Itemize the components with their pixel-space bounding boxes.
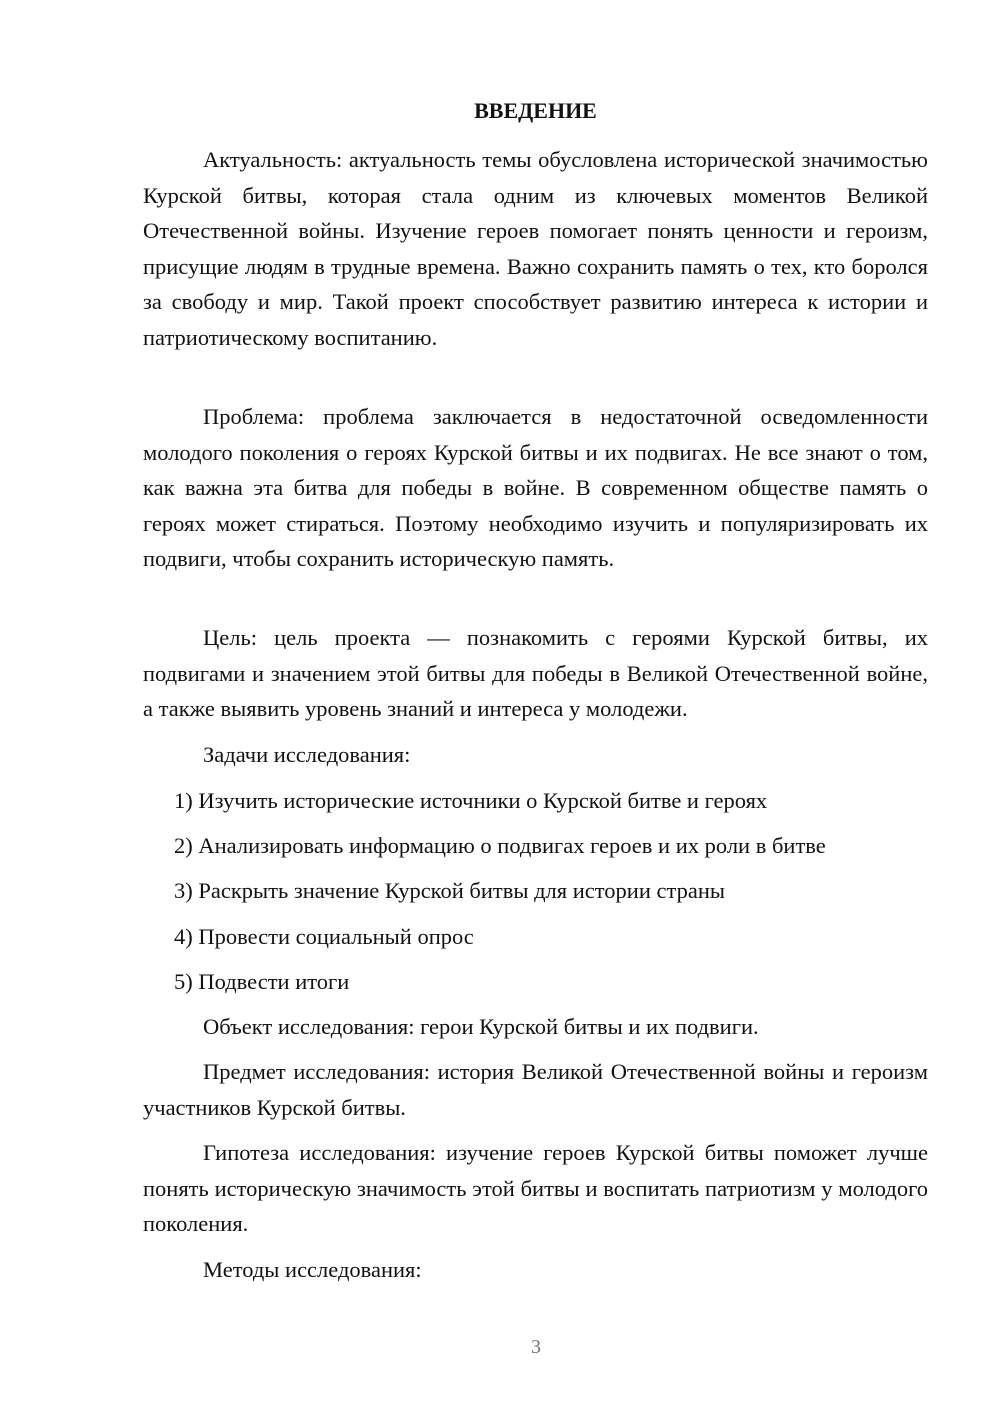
goal-paragraph: Цель: цель проекта — познакомить с героями Курской битвы, их подвигами и значением этой битвы для победы в Великой Отечественной войне, а также выявить уровень знаний и интереса у молодежи. [143, 625, 928, 721]
task-item-1: 1) Изучить исторические источники о Курской битве и героях [174, 788, 768, 813]
object-paragraph: Объект исследования: герои Курской битвы и их подвиги. [203, 1014, 759, 1039]
problem-paragraph: Проблема: проблема заключается в недостаточной осведомленности молодого поколения о героях Курской битвы и их подвигах. Не все знают о том, как важна эта битва для победы в войне. В современном обществе память о героях может стираться. Поэтому необходимо изучить и популяризировать их подвиги, чтобы сохранить историческую память. [143, 404, 928, 571]
hypothesis-paragraph: Гипотеза исследования: изучение героев Курской битвы поможет лучше понять историческую значимость этой битвы и воспитать патриотизм у молодого поколения. [143, 1140, 928, 1236]
page-number: 3 [531, 1336, 541, 1358]
task-item-2: 2) Анализировать информацию о подвигах героев и их роли в битве [174, 833, 826, 858]
task-item-5: 5) Подвести итоги [174, 969, 350, 994]
relevance-paragraph: Актуальность: актуальность темы обусловлена исторической значимостью Курской битвы, которая стала одним из ключевых моментов Великой Отечественной войны. Изучение героев помогает понять ценности и героизм, присущие людям в трудные времена. Важно сохранить память о тех, кто боролся за свободу и мир. Такой проект способствует развитию интереса к истории и патриотическому воспитанию. [143, 147, 928, 350]
subject-paragraph: Предмет исследования: история Великой Отечественной войны и героизм участников Курской битвы. [143, 1059, 928, 1120]
task-item-3: 3) Раскрыть значение Курской битвы для истории страны [174, 878, 725, 903]
page-title: ВВЕДЕНИЕ [474, 98, 597, 123]
tasks-title: Задачи исследования: [203, 742, 411, 767]
methods-title: Методы исследования: [203, 1257, 422, 1282]
task-item-4: 4) Провести социальный опрос [174, 924, 474, 949]
